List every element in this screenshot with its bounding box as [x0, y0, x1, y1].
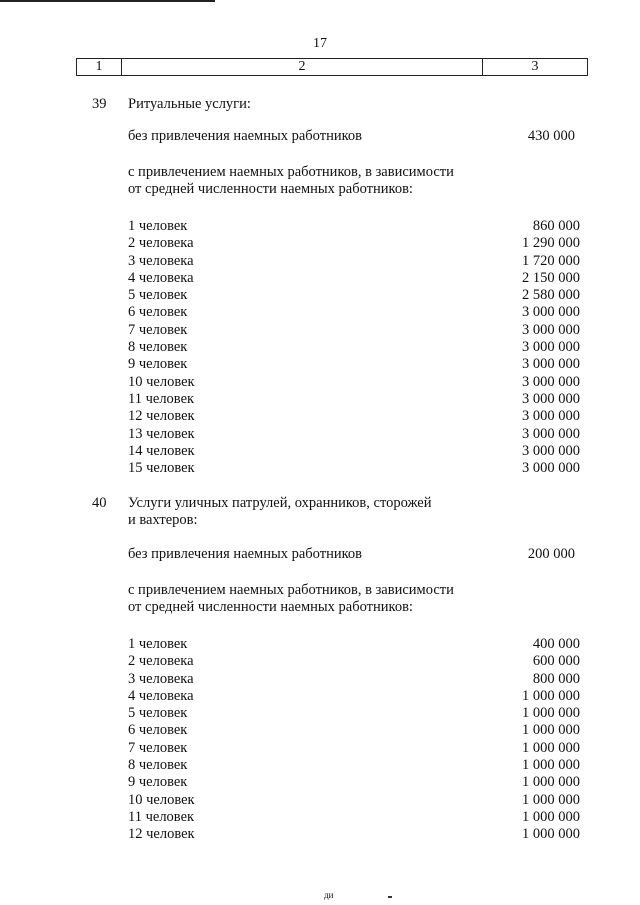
list-item: [128, 408, 580, 425]
list-item: [128, 722, 580, 739]
list-item: [128, 322, 580, 339]
row-value: 3 000 000: [522, 356, 580, 373]
list-item: [128, 671, 580, 688]
row-label: 1 человек: [128, 636, 188, 652]
rate-list: [128, 636, 580, 844]
row-label: 12 человек: [128, 408, 195, 425]
row-value: 1 000 000: [522, 774, 580, 791]
row-label: 2 человека: [128, 235, 194, 252]
hired-description: с привлечением наемных работников, в зависимости от средней численности наемных работников:: [128, 582, 454, 615]
list-item: [128, 826, 580, 843]
row-value: 2 580 000: [522, 287, 580, 304]
list-item: [128, 374, 580, 391]
row-label: 1 человек: [128, 218, 188, 234]
list-item: [128, 287, 580, 304]
no-hired-label: без привлечения наемных работников: [128, 128, 362, 144]
row-value: 1 290 000: [522, 235, 580, 252]
list-item: [128, 443, 580, 460]
column-1-header: 1: [77, 59, 122, 75]
no-hired-value: 430 000: [527, 128, 575, 144]
row-label: 12 человек: [128, 826, 195, 843]
list-item: [128, 740, 580, 757]
row-label: 11 человек: [128, 390, 195, 407]
list-item: [128, 339, 580, 356]
row-value: 3 000 000: [522, 304, 580, 321]
row-label: 6 человек: [128, 304, 188, 321]
row-label: 5 человек: [128, 705, 188, 722]
row-value: 3 000 000: [522, 425, 580, 442]
no-hired-label: без привлечения наемных работников: [128, 546, 362, 562]
list-item: [128, 688, 580, 705]
row-label: 4 человека: [128, 687, 194, 704]
row-value: 1 720 000: [522, 252, 580, 269]
row-value: 1 000 000: [522, 722, 580, 739]
row-label: 3 человека: [128, 252, 194, 269]
list-item: [128, 356, 580, 373]
row-value: 860 000: [532, 218, 580, 234]
row-value: 3 000 000: [522, 339, 580, 356]
row-label: 2 человека: [128, 653, 194, 670]
row-label: 15 человек: [128, 460, 195, 477]
row-value: 1 000 000: [522, 705, 580, 722]
row-label: 10 человек: [128, 791, 195, 808]
section-title: Услуги уличных патрулей, охранников, сторожей и вахтеров:: [128, 495, 432, 528]
row-value: 400 000: [532, 636, 580, 652]
row-label: 8 человек: [128, 339, 188, 356]
list-item: [128, 391, 580, 408]
list-item: [128, 218, 580, 235]
row-value: 1 000 000: [522, 757, 580, 774]
list-item: [128, 270, 580, 287]
row-value: 800 000: [532, 670, 580, 687]
row-label: 4 человека: [128, 269, 194, 286]
row-label: 14 человек: [128, 442, 195, 459]
column-header: [76, 58, 588, 76]
list-item: [128, 636, 580, 653]
top-rule: [0, 0, 215, 2]
row-label: 10 человек: [128, 373, 195, 390]
row-label: 11 человек: [128, 808, 195, 825]
row-label: 9 человек: [128, 774, 188, 791]
row-label: 6 человек: [128, 722, 188, 739]
footer-dot: [388, 896, 392, 898]
row-label: 5 человек: [128, 287, 188, 304]
list-item: [128, 809, 580, 826]
row-value: 1 000 000: [522, 808, 580, 825]
row-value: 3 000 000: [522, 442, 580, 459]
row-label: 9 человек: [128, 356, 188, 373]
column-3-header: 3: [531, 59, 539, 74]
list-item: [128, 253, 580, 270]
row-value: 1 000 000: [522, 826, 580, 843]
section-number: 39: [92, 96, 107, 112]
row-label: 8 человек: [128, 757, 188, 774]
list-item: [128, 426, 580, 443]
footer-mark: ди: [324, 890, 334, 900]
list-item: [128, 235, 580, 252]
row-label: 7 человек: [128, 739, 188, 756]
row-label: 7 человек: [128, 321, 188, 338]
list-item: [128, 774, 580, 791]
page-number: 17: [313, 36, 327, 51]
row-value: 1 000 000: [522, 687, 580, 704]
list-item: [128, 792, 580, 809]
row-label: 13 человек: [128, 425, 195, 442]
row-value: 3 000 000: [522, 390, 580, 407]
row-value: 3 000 000: [522, 408, 580, 425]
row-value: 1 000 000: [522, 739, 580, 756]
list-item: [128, 460, 580, 477]
row-value: 600 000: [532, 653, 580, 670]
list-item: [128, 757, 580, 774]
row-value: 3 000 000: [522, 373, 580, 390]
list-item: [128, 653, 580, 670]
row-value: 3 000 000: [522, 321, 580, 338]
section-title: Ритуальные услуги:: [128, 96, 251, 112]
column-2-header: 2: [122, 59, 483, 75]
no-hired-value: 200 000: [527, 546, 575, 562]
list-item: [128, 705, 580, 722]
rate-list: [128, 218, 580, 477]
hired-description: с привлечением наемных работников, в зависимости от средней численности наемных работников:: [128, 164, 454, 197]
row-value: 1 000 000: [522, 791, 580, 808]
list-item: [128, 304, 580, 321]
section-number: 40: [92, 495, 107, 511]
row-label: 3 человека: [128, 670, 194, 687]
row-value: 2 150 000: [522, 269, 580, 286]
row-value: 3 000 000: [522, 460, 580, 477]
